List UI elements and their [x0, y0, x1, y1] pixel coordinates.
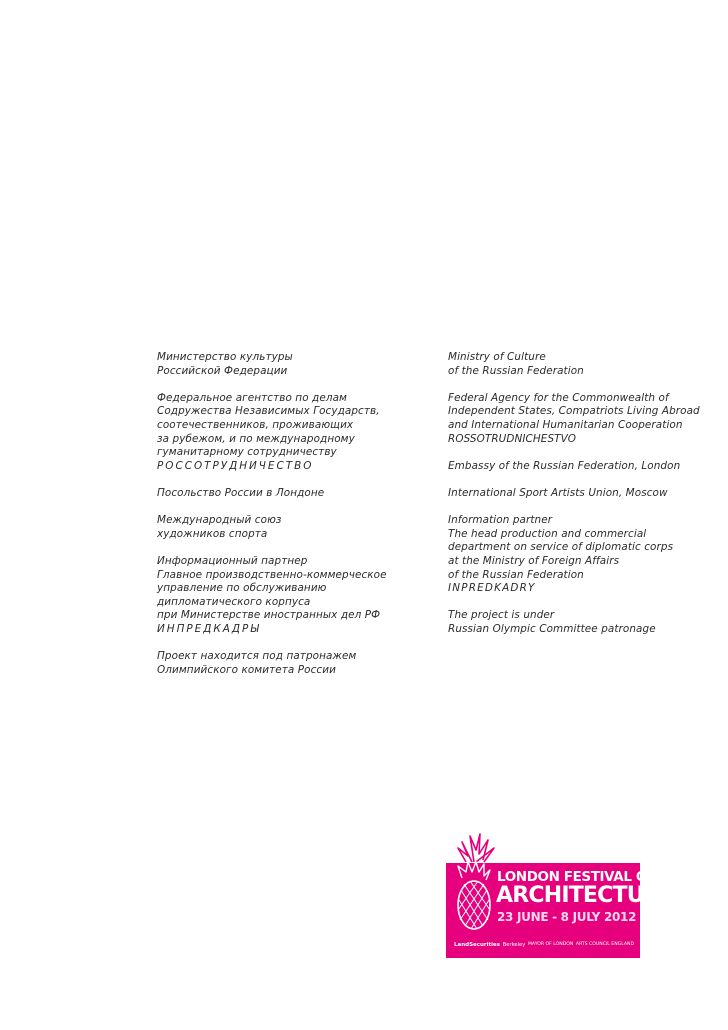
text-line-acronym: РОССОТРУДНИЧЕСТВО — [157, 459, 314, 472]
text-line: International Sport Artists Union, Moscow — [448, 486, 668, 499]
text-line: The head production and commercial — [448, 527, 647, 540]
text-line-acronym: ИНПРЕДКАДРЫ — [157, 622, 261, 635]
festival-dates: 23 JUNE - 8 JULY 2012 — [497, 910, 637, 924]
english-column — [448, 351, 700, 650]
text-line: Министерство культуры — [157, 351, 293, 363]
text-line: Independent States, Compatriots Living Abroad — [448, 405, 700, 418]
ru-sport-artists-union — [157, 514, 427, 541]
ru-olympic-patronage — [157, 650, 427, 677]
en-olympic-patronage — [448, 609, 688, 636]
text-line: Information partner — [448, 514, 553, 527]
text-line: of the Russian Federation — [448, 364, 584, 377]
sponsor-logo: MAYOR OF LONDON — [527, 942, 574, 947]
text-line: Проект находится под патронажем — [157, 650, 357, 663]
text-line: Международный союз — [157, 514, 282, 527]
text-line: за рубежом, и по международному — [157, 432, 355, 445]
text-line: Embassy of the Russian Federation, London — [448, 459, 681, 472]
russian-column — [157, 351, 427, 691]
ru-ministry-culture — [157, 351, 427, 378]
en-embassy — [448, 460, 688, 474]
sponsor-logo: ARTS COUNCIL ENGLAND — [575, 942, 634, 947]
text-line: Олимпийского комитета России — [157, 663, 336, 676]
text-line: Посольство России в Лондоне — [157, 486, 325, 499]
ru-federal-agency — [157, 392, 427, 474]
text-line: гуманитарному сотрудничеству — [157, 446, 337, 459]
en-federal-agency — [448, 391, 700, 446]
festival-architecture-word: ARCHITECTURE — [496, 883, 675, 908]
text-line: Federal Agency for the Commonwealth of — [448, 391, 669, 404]
ru-embassy — [157, 487, 427, 501]
text-line: Содружества Независимых Государств, — [157, 405, 380, 418]
en-ministry-culture — [448, 351, 688, 378]
text-line: and International Humanitarian Cooperation — [448, 418, 683, 431]
text-line: Информационный партнер — [157, 554, 308, 567]
festival-title-line: LONDON FESTIVAL OF — [497, 869, 656, 885]
text-line-acronym: ROSSOTRUDNICHESTVO — [448, 432, 577, 445]
text-line: художников спорта — [157, 527, 268, 540]
text-line: Главное производственно-коммерческое — [157, 568, 387, 581]
ru-information-partner — [157, 555, 427, 637]
text-line: Российской Федерации — [157, 364, 288, 377]
text-line: department on service of diplomatic corps — [448, 541, 674, 554]
en-information-partner — [448, 514, 688, 596]
text-line: Ministry of Culture — [448, 351, 546, 363]
sponsor-logo: LandSecurities — [454, 942, 501, 948]
text-line-acronym: INPREDKADRY — [448, 582, 536, 595]
london-festival-architecture-logo — [446, 832, 675, 958]
text-line: The project is under — [448, 609, 555, 622]
text-line: Russian Olympic Committee patronage — [448, 622, 656, 635]
text-line: Федеральное агентство по делам — [157, 391, 347, 404]
en-sport-artists-union — [448, 487, 688, 501]
text-line: соотечественников, проживающих — [157, 418, 354, 431]
text-line: of the Russian Federation — [448, 568, 584, 581]
text-line: дипломатического корпуса — [157, 595, 311, 608]
sponsor-logo: Berkeley — [502, 942, 526, 948]
text-line: at the Ministry of Foreign Affairs — [448, 554, 620, 567]
text-line: при Министерстве иностранных дел РФ — [157, 609, 381, 622]
text-line: управление по обслуживанию — [157, 582, 327, 595]
sponsor-strip — [454, 938, 634, 952]
pineapple-icon — [450, 832, 498, 936]
